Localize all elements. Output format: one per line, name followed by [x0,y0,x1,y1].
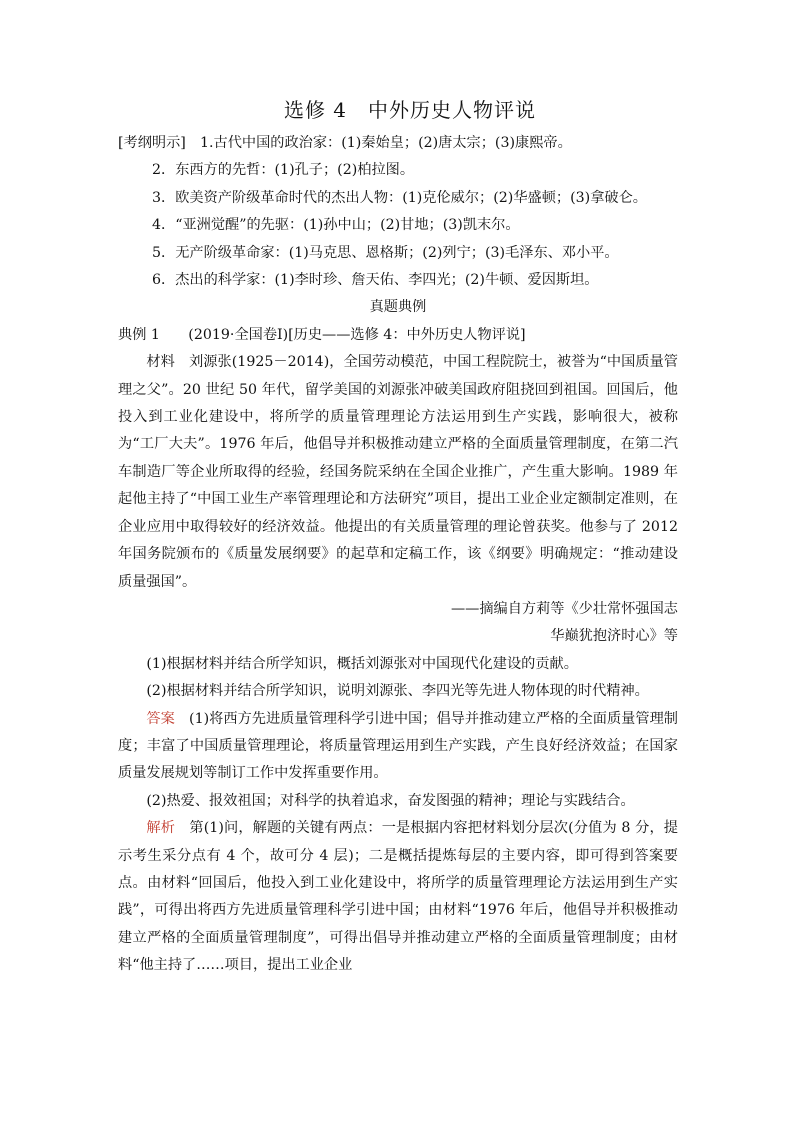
source-line-1: ——摘编自方莉等《少壮常怀强国志 [450,600,678,617]
source-line-2: 华巅犹抱济时心》等 [550,628,678,645]
answer-label: 答案 [146,710,175,727]
outline-item: 3．欧美资产阶级革命时代的杰出人物：(1)克伦威尔；(2)华盛顿；(3)拿破仑。 [152,189,647,206]
analysis-text: 第(1)问，解题的关键有两点：一是根据内容把材料划分层次(分值为 8 分，提示考生采分点有 4 个，故可分 4 层)；二是概括提炼每层的主要内容，即可得到答案要点。由材料“回国后，他投入到工业化建设中，将所学的质量管理理论方法运用到生产实践”，可得出将西方先进质量管理科学引进中国；由材料“1976 年后，他倡导并积极推动建立严格的全面质量管理制度”，可得出倡导并推动建立严格的全面质量管理制度；由材料“他主持了……项目，提出工业企业 [118,820,678,974]
answer-paragraph-2: (2)热爱、报效祖国；对科学的执着追求，奋发图强的精神；理论与实践结合。 [146,792,635,809]
outline-item: 2．东西方的先哲：(1)孔子；(2)柏拉图。 [152,162,415,179]
outline-first: [考纲明示] 1.古代中国的政治家：(1)秦始皇；(2)唐太宗；(3)康熙帝。 [118,135,572,151]
answer-text-1: (1)将西方先进质量管理科学引进中国；倡导并推动建立严格的全面质量管理制度；丰富了中国质量管理理论，将质量管理运用到生产实践，产生良好经济效益；在国家质量发展规划等制订工作中发挥重要作用。 [118,710,678,782]
page-title: 选修 4 中外历史人物评说 [283,98,537,122]
analysis-label: 解析 [146,820,176,837]
outline-item: 4．“亚洲觉醒”的先驱：(1)孙中山；(2)甘地；(3)凯末尔。 [152,217,520,234]
outline-list [118,157,678,294]
outline-item: 5．无产阶级革命家：(1)马克思、恩格斯；(2)列宁；(3)毛泽东、邓小平。 [152,244,619,261]
question-2: (2)根据材料并结合所学知识，说明刘源张、李四光等先进人物体现的时代精神。 [146,683,649,700]
example-label: 典例 1 (2019·全国卷Ⅰ)[历史——选修 4：中外历史人物评说] [118,326,526,343]
material-paragraph: 材料 刘源张(1925－2014)，全国劳动模范，中国工程院院士，被誉为“中国质量管理之父”。20 世纪 50 年代，留学美国的刘源张冲破美国政府阻挠回到祖国。回国后，他投入到工业化建设中，将所学的质量管理理论方法运用到生产实践，影响很大，被称为“工厂大夫”。1976 年后，他倡导并积极推动建立严格的全面质量管理制度，在第二汽车制造厂等企业所取得的经验，经国务院采纳在全国企业推广，产生重大影响。1989 年起他主持了“中国工业生产率管理理论和方法研究”项目，提出工业企业定额制定准则，在企业应用中取得较好的经济效益。他提出的有关质量管理的理论曾获奖。他参与了 2012 年国务院颁布的《质量发展纲要》的起草和定稿工作，该《纲要》明确规定：“推动建设质量强国”。 [118,354,678,590]
section-heading: 真题典例 [369,299,427,316]
analysis-paragraph [118,815,678,979]
question-1: (1)根据材料并结合所学知识，概括刘源张对中国现代化建设的贡献。 [146,655,578,672]
answer-paragraph-1 [118,706,678,788]
document-page [118,92,678,980]
outline-item: 6．杰出的科学家：(1)李时珍、詹天佑、李四光；(2)牛顿、爱因斯坦。 [152,272,599,289]
